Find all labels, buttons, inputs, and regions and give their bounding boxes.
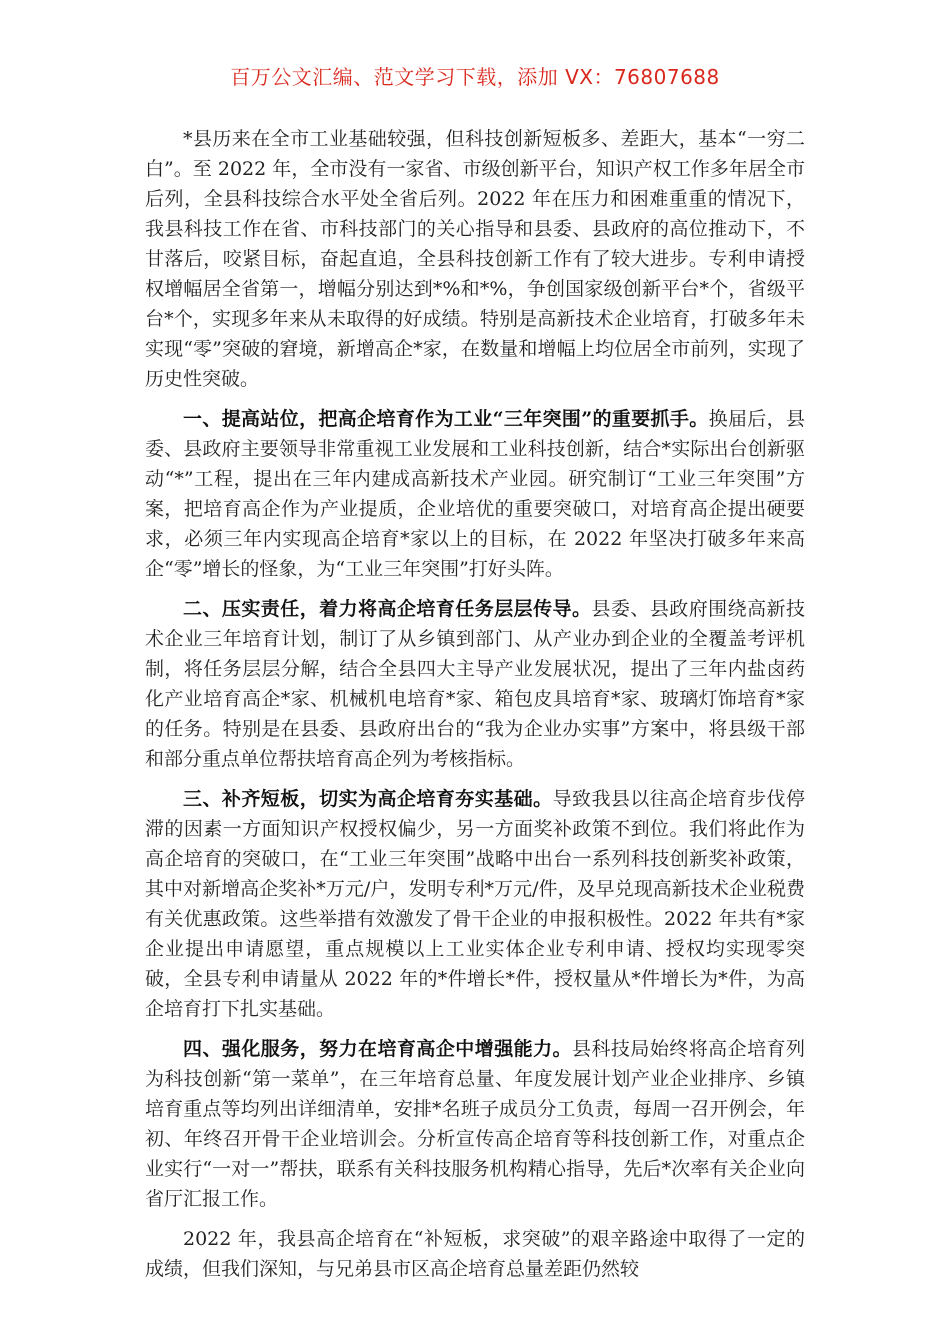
paragraph-section-3 [145, 784, 805, 1024]
section-heading: 二、压实责任，着力将高企培育任务层层传导。 [183, 598, 592, 620]
section-heading: 四、强化服务，努力在培育高企中增强能力。 [183, 1038, 573, 1060]
section-heading: 三、补齐短板，切实为高企培育夯实基础。 [183, 788, 553, 810]
section-heading: 一、提高站位，把高企培育作为工业“三年突围”的重要抓手。 [183, 408, 709, 430]
paragraph-text: 导致我县以往高企培育步伐停滞的因素一方面知识产权授权偏少，另一方面奖补政策不到位。我们将此作为高企培育的突破口，在“工业三年突围”战略中出台一系列科技创新奖补政策，其中对新增高企奖补*万元/户，发明专利*万元/件，及早兑现高新技术企业税费有关优惠政策。这些举措有效激发了骨干企业的申报积极性。2022 年共有*家企业提出申请愿望，重点规模以上工业实体企业专利申请、授权均实现零突破，全县专利申请量从 2022 年的*件增长*件，授权量从*件增长为*件，为高企培育打下扎实基础。 [145, 788, 805, 1020]
paragraph-text: *县历来在全市工业基础较强，但科技创新短板多、差距大，基本“一穷二白”。至 2022 年，全市没有一家省、市级创新平台，知识产权工作多年居全市后列，全县科技综合水平处全省后列。2022 年在压力和困难重重的情况下，我县科技工作在省、市科技部门的关心指导和县委、县政府的高位推动下，不甘落后，咬紧目标，奋起直追，全县科技创新工作有了较大进步。专利申请授权增幅居全省第一，增幅分别达到*%和*%，争创国家级创新平台*个，省级平台*个，实现多年来从未取得的好成绩。特别是高新技术企业培育，打破多年未实现“零”突破的窘境，新增高企*家，在数量和增幅上均位居全市前列，实现了历史性突破。 [145, 128, 805, 390]
paragraph-conclusion [145, 1224, 805, 1284]
watermark-header: 百万公文汇编、范文学习下载，添加 VX：76807688 [230, 65, 720, 89]
paragraph-text: 换届后，县委、县政府主要领导非常重视工业发展和工业科技创新，结合*实际出台创新驱动“*”工程，提出在三年内建成高新技术产业园。研究制订“工业三年突围”方案，把培育高企作为产业提质，企业培优的重要突破口，对培育高企提出硬要求，必须三年内实现高企培育*家以上的目标，在 2022 年坚决打破多年来高企“零”增长的怪象，为“工业三年突围”打好头阵。 [145, 408, 805, 580]
paragraph-text: 县委、县政府围绕高新技术企业三年培育计划，制订了从乡镇到部门、从产业办到企业的全覆盖考评机制，将任务层层分解，结合全县四大主导产业发展状况，提出了三年内盐卤药化产业培育高企*家、机械机电培育*家、箱包皮具培育*家、玻璃灯饰培育*家的任务。特别是在县委、县政府出台的“我为企业办实事”方案中，将县级干部和部分重点单位帮扶培育高企列为考核指标。 [145, 598, 805, 770]
paragraph-text: 2022 年，我县高企培育在“补短板，求突破”的艰辛路途中取得了一定的成绩，但我们深知，与兄弟县市区高企培育总量差距仍然较 [145, 1228, 805, 1280]
paragraph-section-1 [145, 404, 805, 584]
paragraph-section-4 [145, 1034, 805, 1214]
paragraph-section-2 [145, 594, 805, 774]
document-body [145, 124, 805, 1294]
paragraph-text: 县科技局始终将高企培育列为科技创新“第一菜单”，在三年培育总量、年度发展计划产业企业排序、乡镇培育重点等均列出详细清单，安排*名班子成员分工负责，每周一召开例会，年初、年终召开骨干企业培训会。分析宣传高企培育等科技创新工作，对重点企业实行“一对一”帮扶，联系有关科技服务机构精心指导，先后*次率有关企业向省厅汇报工作。 [145, 1038, 805, 1210]
paragraph-intro [145, 124, 805, 394]
